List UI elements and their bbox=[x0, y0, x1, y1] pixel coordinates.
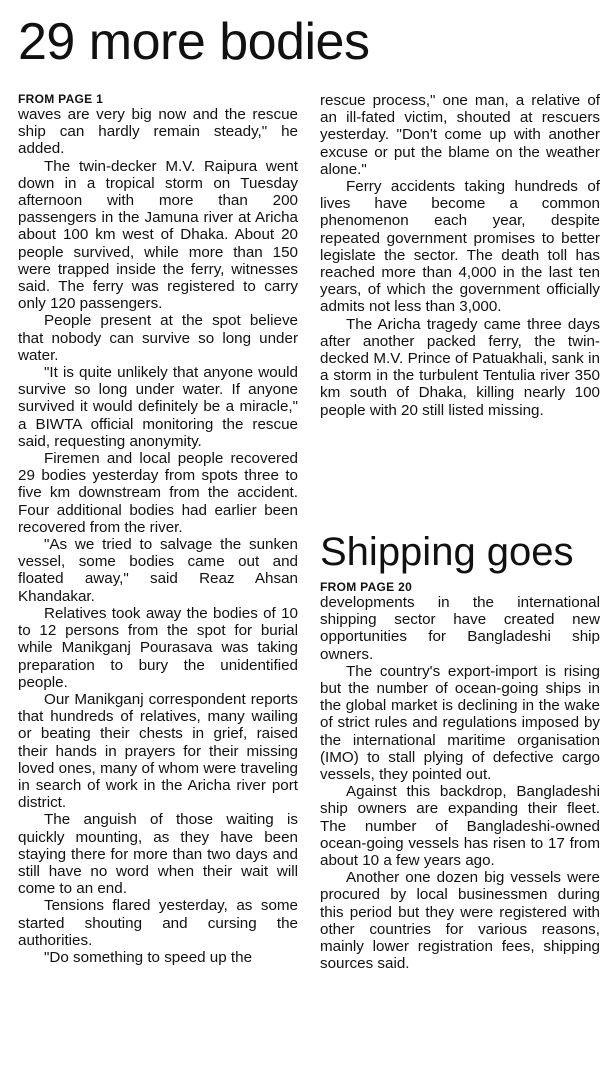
article-paragraph: "It is quite unlikely that anyone would survive so long under water. If anyone survived it would definitely be a miracle," a BIWTA official monitoring the rescue said, requesting anonymity. bbox=[18, 364, 298, 450]
article-paragraph: Tensions flared yesterday, as some started shouting and cursing the authorities. bbox=[18, 897, 298, 949]
article-paragraph: The Aricha tragedy came three days after another packed ferry, the twin-decked M.V. Prince of Patuakhali, sank in a storm in the turbulent Tentulia river 350 km south of Dhaka, killing nearly 100 people with 20 still listed missing. bbox=[320, 315, 600, 419]
article-paragraph: The anguish of those waiting is quickly mounting, as they have been staying there for more than two days and still have no word when their wait will come to an end. bbox=[18, 811, 298, 898]
article-paragraph: "Do something to speed up the bbox=[44, 948, 253, 966]
article1-left-column bbox=[18, 92, 298, 966]
article-paragraph: Against this backdrop, Bangladeshi ship owners are expanding their fleet. The number of Bangladeshi-owned ocean-going vessels has risen to 17 from about 10 a few years ago. bbox=[320, 783, 600, 870]
headline-29-more-bodies: 29 more bodies bbox=[18, 13, 370, 71]
headline-shipping-goes: Shipping goes bbox=[320, 530, 574, 574]
article-paragraph: Ferry accidents taking hundreds of lives have become a common phenomenon each year, despite repeated government promises to better legislate the sector. The death toll has reached more than 4,000 in the last ten years, of which the government officially admits not less than 3,000. bbox=[320, 178, 600, 316]
article-paragraph: developments in the international shipping sector have created new opportunities for Bangladeshi ship owners. bbox=[320, 594, 600, 663]
jump-line-page-1: FROM PAGE 1 bbox=[18, 92, 104, 106]
article-paragraph: The country's export-import is rising but the number of ocean-going ships in the global market is declining in the wake of strict rules and regulations imposed by the international maritime organisation (IMO) to stall plying of defective cargo vessels, they pointed out. bbox=[320, 662, 600, 784]
article-paragraph: waves are very big now and the rescue ship can hardly remain steady," he added. bbox=[18, 106, 298, 158]
article-paragraph: rescue process," one man, a relative of an ill-fated victim, shouted at rescuers yesterday. "Don't come up with another excuse or put the blame on the weather alone." bbox=[320, 92, 600, 178]
article2-column bbox=[320, 580, 600, 972]
article-paragraph: People present at the spot believe that nobody can survive so long under water. bbox=[18, 312, 298, 364]
article-paragraph: Our Manikganj correspondent reports that hundreds of relatives, many wailing or beating their chests in grief, raised their hands in prayers for their missing loved ones, many of whom were traveling in search of work in the Aricha river port district. bbox=[18, 690, 298, 812]
article-paragraph: Firemen and local people recovered 29 bodies yesterday from spots three to five km downstream from the accident. Four additional bodies had earlier been recovered from the river. bbox=[18, 450, 298, 536]
article1-right-column bbox=[320, 92, 600, 419]
article-paragraph: Another one dozen big vessels were procured by local businessmen during this period but they were registered with other countries for various reasons, mainly lower registration fees, shipping sources said. bbox=[320, 869, 600, 973]
jump-line-page-20: FROM PAGE 20 bbox=[320, 580, 413, 594]
article-paragraph: Relatives took away the bodies of 10 to 12 persons from the spot for burial while Manikganj Pourasava was taking preparation to bury the unidentified people. bbox=[18, 604, 298, 691]
article-paragraph: "As we tried to salvage the sunken vessel, some bodies came out and floated away," said Reaz Ahsan Khandakar. bbox=[18, 536, 298, 605]
article-paragraph: The twin-decker M.V. Raipura went down in a tropical storm on Tuesday afternoon with more than 200 passengers in the Jamuna river at Aricha about 100 km west of Dhaka. About 20 people survived, while more than 150 were trapped inside the ferry, witnesses said. The ferry was registered to carry only 120 passengers. bbox=[18, 157, 298, 313]
